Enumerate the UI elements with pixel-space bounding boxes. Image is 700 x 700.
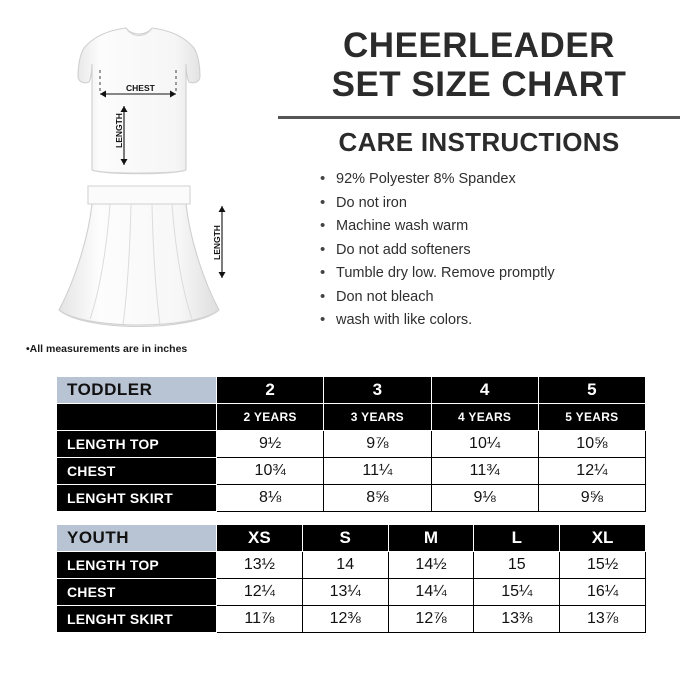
youth-cell: 15¼ (474, 579, 560, 606)
youth-size-header: XS (217, 525, 303, 552)
youth-cell: 11⅞ (217, 606, 303, 633)
youth-cell: 14¼ (388, 579, 474, 606)
cheerleader-set-drawing (14, 10, 264, 345)
list-item: • Machine wash warm (320, 215, 686, 238)
youth-cell: 16¼ (560, 579, 646, 606)
table-row (57, 404, 646, 431)
toddler-row-label: CHEST (57, 458, 217, 485)
toddler-size-header: 5 (538, 377, 645, 404)
list-item: • 92% Polyester 8% Spandex (320, 168, 686, 191)
table-row (57, 431, 646, 458)
table-row (57, 552, 646, 579)
top-section (14, 10, 686, 360)
size-tables (56, 376, 646, 633)
toddler-size-header: 3 (324, 377, 431, 404)
toddler-cell: 11¼ (324, 458, 431, 485)
table-row (57, 606, 646, 633)
toddler-age-blank (57, 404, 217, 431)
page-title (272, 26, 686, 104)
toddler-cell: 10¼ (431, 431, 538, 458)
youth-row-label: LENGHT SKIRT (57, 606, 217, 633)
toddler-cell: 10¾ (217, 458, 324, 485)
toddler-row-label: LENGHT SKIRT (57, 485, 217, 512)
youth-cell: 14½ (388, 552, 474, 579)
table-row (57, 458, 646, 485)
table-row (57, 579, 646, 606)
measurement-footnote: •All measurements are in inches (26, 343, 188, 355)
youth-size-header: S (302, 525, 388, 552)
toddler-cell: 11¾ (431, 458, 538, 485)
skirt-length-label: LENGTH (212, 225, 222, 260)
youth-size-header: M (388, 525, 474, 552)
youth-size-header: XL (560, 525, 646, 552)
list-item: • Tumble dry low. Remove promptly (320, 262, 686, 285)
toddler-cell: 8⅝ (324, 485, 431, 512)
youth-cell: 13⅞ (560, 606, 646, 633)
toddler-cell: 9⅛ (431, 485, 538, 512)
toddler-cell: 9½ (217, 431, 324, 458)
toddler-age-label: 3 YEARS (324, 404, 431, 431)
toddler-cell: 9⅞ (324, 431, 431, 458)
list-item: • wash with like colors. (320, 309, 686, 332)
youth-cell: 13¼ (302, 579, 388, 606)
youth-table-title: YOUTH (57, 525, 217, 552)
toddler-cell: 10⅝ (538, 431, 645, 458)
youth-cell: 12⅜ (302, 606, 388, 633)
youth-cell: 14 (302, 552, 388, 579)
toddler-cell: 8⅛ (217, 485, 324, 512)
text-column (264, 10, 686, 360)
youth-cell: 12¼ (217, 579, 303, 606)
youth-size-table (56, 524, 646, 633)
table-row (57, 485, 646, 512)
youth-row-label: LENGTH TOP (57, 552, 217, 579)
title-line-2: SET SIZE CHART (331, 65, 627, 105)
toddler-age-label: 4 YEARS (431, 404, 538, 431)
table-row (57, 377, 646, 404)
top-length-label: LENGTH (114, 113, 124, 148)
toddler-age-label: 2 YEARS (217, 404, 324, 431)
youth-cell: 15 (474, 552, 560, 579)
title-line-1: CHEERLEADER (343, 26, 615, 65)
list-item: • Don not bleach (320, 286, 686, 309)
toddler-size-header: 2 (217, 377, 324, 404)
table-row (57, 525, 646, 552)
garment-illustration-column (14, 10, 264, 360)
toddler-size-table (56, 376, 646, 512)
youth-cell: 15½ (560, 552, 646, 579)
toddler-table-title: TODDLER (57, 377, 217, 404)
toddler-age-label: 5 YEARS (538, 404, 645, 431)
toddler-cell: 9⅝ (538, 485, 645, 512)
list-item: • Do not add softeners (320, 239, 686, 262)
title-divider (278, 116, 680, 119)
youth-size-header: L (474, 525, 560, 552)
chest-label: CHEST (126, 83, 155, 93)
youth-cell: 13⅜ (474, 606, 560, 633)
garment-illustration (14, 10, 264, 355)
toddler-size-header: 4 (431, 377, 538, 404)
youth-row-label: CHEST (57, 579, 217, 606)
care-instructions-title: CARE INSTRUCTIONS (338, 127, 620, 158)
youth-cell: 13½ (217, 552, 303, 579)
care-instructions-list (272, 168, 686, 332)
toddler-row-label: LENGTH TOP (57, 431, 217, 458)
list-item: • Do not iron (320, 192, 686, 215)
toddler-cell: 12¼ (538, 458, 645, 485)
youth-cell: 12⅞ (388, 606, 474, 633)
